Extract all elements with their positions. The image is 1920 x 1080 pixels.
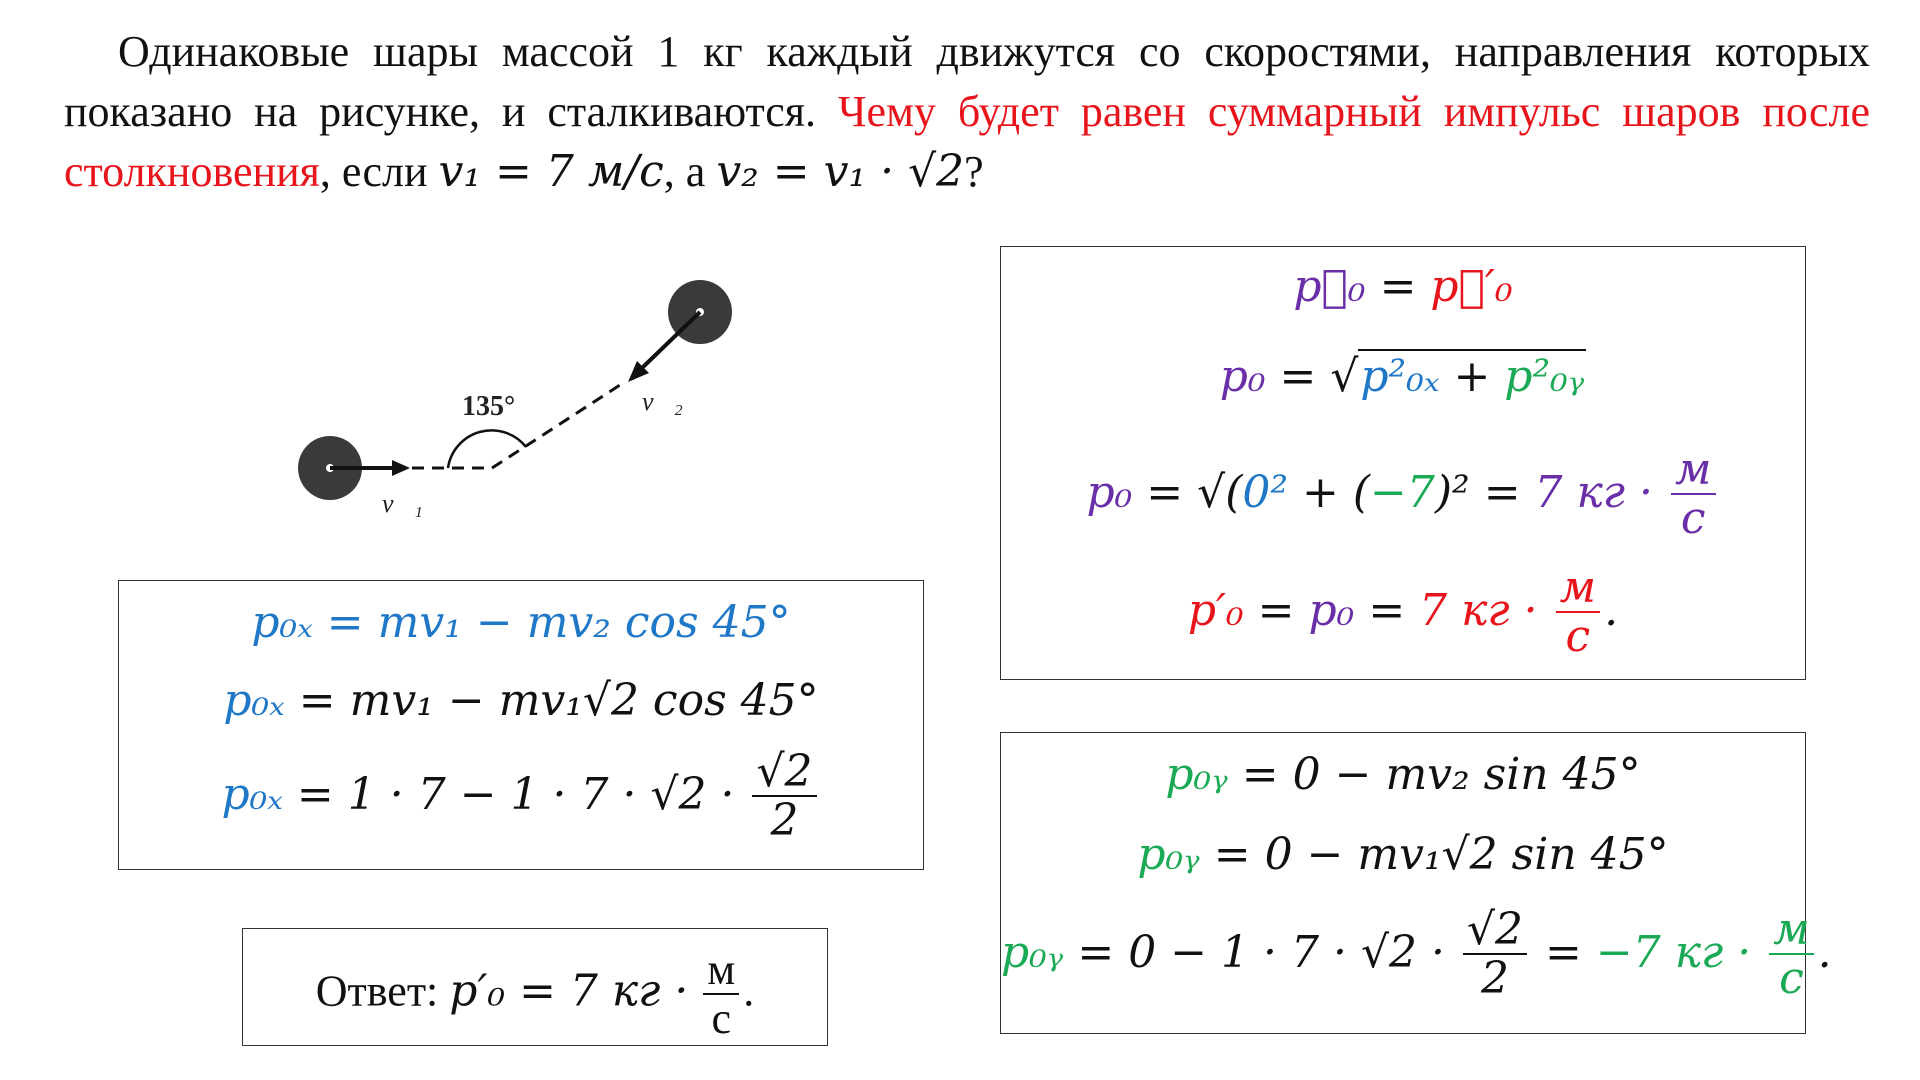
p0y-box [1000,732,1832,1034]
p0y-eq2-rhs: = 0 − mv₁√2 sin 45° [1199,829,1669,880]
v1-label: v⃗₁ [382,489,423,518]
answer-num: м [703,947,739,995]
angle-arc [448,430,526,468]
p0-equation-2 [1001,351,1805,402]
p0x-eq3-lhs: p₀ₓ [221,768,283,820]
p0-eq2-a: p²₀ₓ [1360,351,1440,402]
problem-statement [64,22,1870,202]
p0-equation-4 [1001,562,1805,663]
p0x-eq1: p₀ₓ = mv₁ − mv₂ cos 45° [251,597,791,648]
given-v1: v₁ = 7 м/с [438,146,664,197]
p0-eq3-close: )² [1434,466,1470,518]
p0-eq3-den: с [1680,493,1706,545]
problem-question: Чему будет равен суммарный импульс шаров после столкновения [64,87,1870,196]
p0-eq2-plus: + [1439,351,1505,402]
p0x-eq3-den: 2 [770,795,799,847]
p0-eq3-unit [1671,444,1715,545]
p0x-eq2-lhs: p₀ₓ [223,675,285,726]
problem-text [64,22,1870,202]
p0x-equation-3 [119,746,923,847]
p0-eq4-num: м [1556,565,1600,613]
p0y-eq3-rhs: = 0 − 1 · 7 · √2 · [1063,926,1445,978]
p0x-eq3-num: √2 [752,749,816,797]
p0-eq3-res: 7 кг · [1534,466,1654,518]
p0y-eq3-fraction [1463,904,1527,1005]
p0x-equation-2 [119,675,923,726]
p0y-eq1-lhs: p₀ᵧ [1165,749,1228,800]
p0x-eq2-rhs: = mv₁ − mv₁√2 cos 45° [284,675,819,726]
p0-eq3-a: 0² [1242,466,1288,518]
p0-eq3-num: м [1671,447,1715,495]
p0-eq3-b: −7 [1370,466,1435,518]
problem-end: ? [964,147,984,196]
p0y-eq3-lhs: p₀ᵧ [1001,926,1064,978]
p0y-eq3-unit [1769,904,1813,1005]
problem-line-1: Одинаковые шары массой 1 кг каждый движутся со скоростями, направления которых показано на рисунке, и сталкиваются. [64,27,1870,136]
problem-conj: , а [663,147,717,196]
angle-label: 135° [462,391,516,422]
p0-eq4-eq: = [1243,584,1309,636]
answer-end: . [743,966,755,1016]
p0-box [1000,246,1806,680]
p0y-eq1-rhs: = 0 − mv₂ sin 45° [1227,749,1641,800]
p0-eq4-den: с [1565,611,1591,663]
p0y-equation-2 [1001,829,1805,880]
p0y-eq3-num: √2 [1463,907,1527,955]
p0x-eq3-fraction [752,746,816,847]
p0-eq4-unit [1556,562,1600,663]
answer-fraction [703,947,739,1044]
p0-eq3-mid: = √( [1132,466,1243,518]
p0-eq1-rhs: p⃗′₀ [1430,261,1513,312]
given-v2: v₂ = v₁ · √2 [716,146,965,197]
p0-eq4-eq2: = [1354,584,1420,636]
p0-eq3-lhs: p₀ [1086,466,1133,518]
collision-figure [270,280,770,545]
collision-diagram [270,280,770,540]
p0y-eq3-unum: м [1769,907,1813,955]
p0-eq4-res: 7 кг · [1419,584,1538,636]
p0-eq3-plus: + ( [1288,466,1371,518]
answer-line [243,947,827,1044]
v1-arrowhead [392,460,410,476]
v2-label: v⃗₂ [642,387,683,416]
p0y-eq2-lhs: p₀ᵧ [1137,829,1200,880]
p0y-eq3-den: 2 [1480,953,1509,1005]
p0-eq4-lhs: p′₀ [1187,584,1244,636]
p0y-eq3-eq: = [1531,926,1596,978]
p0-equation-3 [1001,444,1805,545]
p0y-eq3-res: −7 кг · [1595,926,1752,978]
answer-box [242,928,828,1046]
p0-eq2-b: p²₀ᵧ [1504,351,1585,402]
p0-eq2-radicand [1358,349,1586,402]
p0-equation-1 [1001,261,1805,312]
p0y-equation-1 [1001,749,1805,800]
p0-eq2-mid: = √ [1265,351,1359,402]
answer-expr: p′₀ = 7 кг · [449,965,689,1017]
p0-eq3-eq: = [1469,466,1535,518]
p0-eq4-end: . [1604,584,1619,636]
p0x-equation-1 [119,597,923,648]
problem-line-2: , если [319,147,439,196]
p0y-eq3-end: . [1817,926,1832,978]
p0-eq1-lhs: p⃗₀ [1293,261,1366,312]
answer-den: с [711,994,732,1044]
p0x-box [118,580,924,870]
p0-eq4-p0: p₀ [1308,584,1355,636]
p0y-eq3-uden: с [1779,953,1804,1005]
p0y-equation-3 [1001,904,1832,1005]
p0-eq2-lhs: p₀ [1219,351,1266,402]
p0-eq1-mid: = [1365,261,1431,312]
answer-label: Ответ: [315,966,450,1016]
p0x-eq3-rhs: = 1 · 7 − 1 · 7 · √2 · [282,768,735,820]
